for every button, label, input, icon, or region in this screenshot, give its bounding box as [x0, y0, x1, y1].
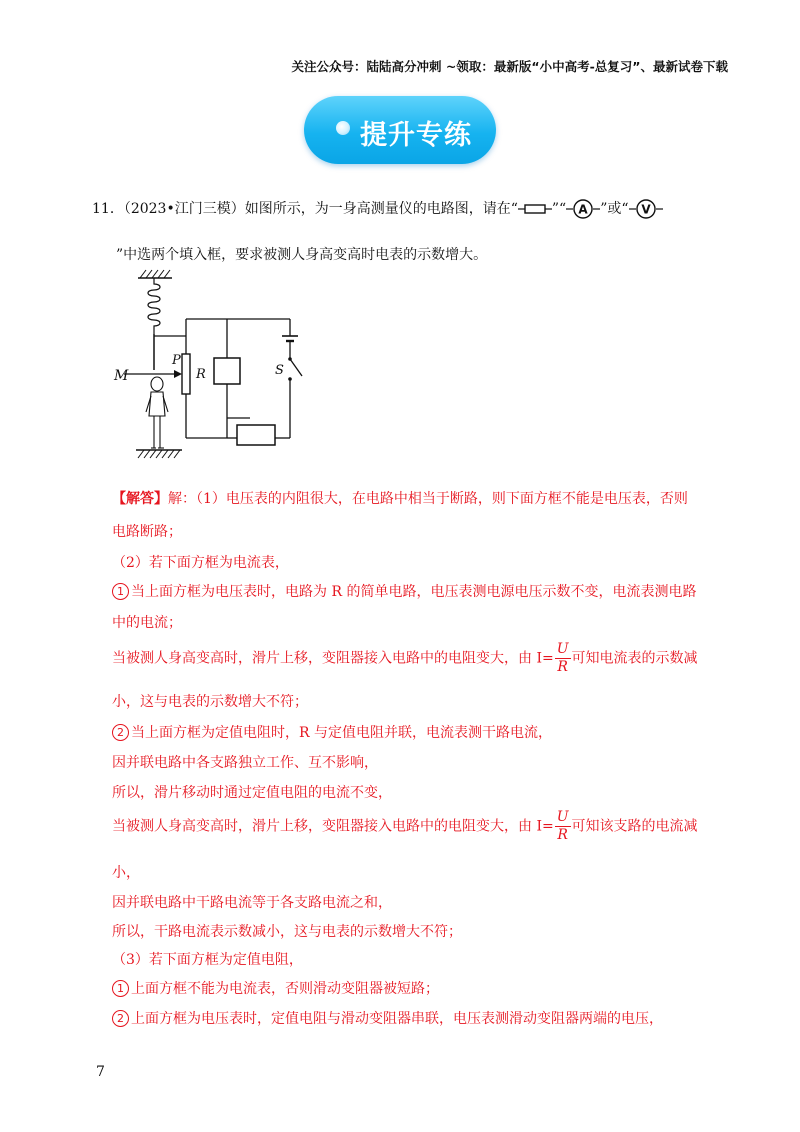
- circled-marker-1b: 1: [112, 980, 129, 997]
- ammeter-letter: A: [578, 202, 588, 217]
- header-note: 关注公众号：陆陆高分冲刺 ~领取：最新版“小中高考-总复习”、最新试卷下载: [291, 59, 728, 74]
- answer-line-10: 所以，滑片移动时通过定值电阻的电流不变，: [112, 785, 392, 801]
- banner-title: 提升专练: [360, 120, 472, 151]
- answer-line-11: 当被测人身高变高时，滑片上移，变阻器接入电路中的电阻变大，由 I= $\frac{U}{R}$ 可知该支路的电流减: [112, 809, 698, 843]
- banner-bullet-icon: [336, 121, 350, 135]
- answer-line-9: 因并联电路中各支路独立工作、互不影响，: [112, 755, 378, 771]
- end-quote: ”: [116, 247, 124, 263]
- question-number: 11．: [92, 201, 124, 217]
- answer-line-15: （3）若下面方框为定值电阻，: [112, 952, 303, 968]
- ammeter-symbol-icon: [566, 198, 600, 220]
- upper-blank-box: [214, 358, 240, 384]
- section-banner: [304, 96, 496, 164]
- answer-line-2: 电路断路；: [112, 524, 182, 540]
- answer-line-6: 当被测人身高变高时，滑片上移，变阻器接入电路中的电阻变大，由 I= $\frac{U}{R}$ 可知电流表的示数减: [112, 641, 698, 675]
- label-r: R: [196, 367, 206, 382]
- switch-blade: [290, 359, 302, 376]
- answer-line-8: 2 当上面方框为定值电阻时，R 与定值电阻并联，电流表测干路电流，: [112, 722, 552, 742]
- answer-line-5: 中的电流；: [112, 615, 182, 631]
- quote-separator-1: ”“: [551, 201, 567, 217]
- circuit-diagram: [110, 266, 310, 466]
- label-p: P: [172, 353, 181, 368]
- question-source: （2023•江门三模）: [123, 201, 245, 217]
- question-intro: 如图所示，为一身高测量仪的电路图，请在“: [244, 201, 518, 217]
- resistor-symbol-icon: [518, 202, 552, 216]
- floor-hatch: [138, 450, 180, 458]
- question-line-2-text: 中选两个填入框，要求被测人身高变高时电表的示数增大。: [123, 247, 488, 263]
- slider-arrow: [174, 370, 182, 378]
- spring: [148, 278, 160, 334]
- answer-line-14: 所以，干路电流表示数减小，这与电表的示数增大不符；: [112, 924, 462, 940]
- fraction-u-over-r: $\frac{U}{R}$: [556, 641, 569, 675]
- ceiling-hatch: [140, 270, 170, 278]
- page-number: 7: [96, 1064, 105, 1080]
- question-line-1: [92, 198, 663, 220]
- voltmeter-symbol-icon: [629, 198, 663, 220]
- quote-separator-2: ”或“: [600, 201, 629, 217]
- answer-line-16: 1 上面方框不能为电流表，否则滑动变阻器被短路；: [112, 978, 439, 998]
- fraction-u-over-r-2: $\frac{U}{R}$: [556, 809, 569, 843]
- circled-marker-2b: 2: [112, 1010, 129, 1027]
- question-line-2: [116, 244, 487, 264]
- answer-line-7: 小，这与电表的示数增大不符；: [112, 694, 308, 710]
- lower-blank-box: [237, 425, 275, 445]
- answer-line-1: 【解答】解：（1）电压表的内阻很大，在电路中相当于断路，则下面方框不能是电压表，否则: [112, 491, 688, 507]
- person-figure: [146, 377, 168, 448]
- answer-line-17: 2 上面方框为电压表时，定值电阻与滑动变阻器串联，电压表测滑动变阻器两端的电压，: [112, 1008, 663, 1028]
- answer-line-4: 1 当上面方框为电压表时，电路为 R 的简单电路，电压表测电源电压示数不变，电流表测电路: [112, 581, 696, 601]
- circled-marker-2: 2: [112, 724, 129, 741]
- answer-line-12: 小，: [112, 865, 140, 881]
- circled-marker-1: 1: [112, 583, 129, 600]
- voltmeter-letter: V: [640, 202, 651, 217]
- answer-line-3: （2）若下面方框为电流表，: [112, 555, 289, 571]
- answer-line-13: 因并联电路中干路电流等于各支路电流之和，: [112, 895, 392, 911]
- rheostat-r: [182, 354, 190, 394]
- label-m: M: [114, 368, 129, 384]
- answer-tag: 【解答】: [112, 491, 168, 507]
- label-s: S: [275, 363, 284, 378]
